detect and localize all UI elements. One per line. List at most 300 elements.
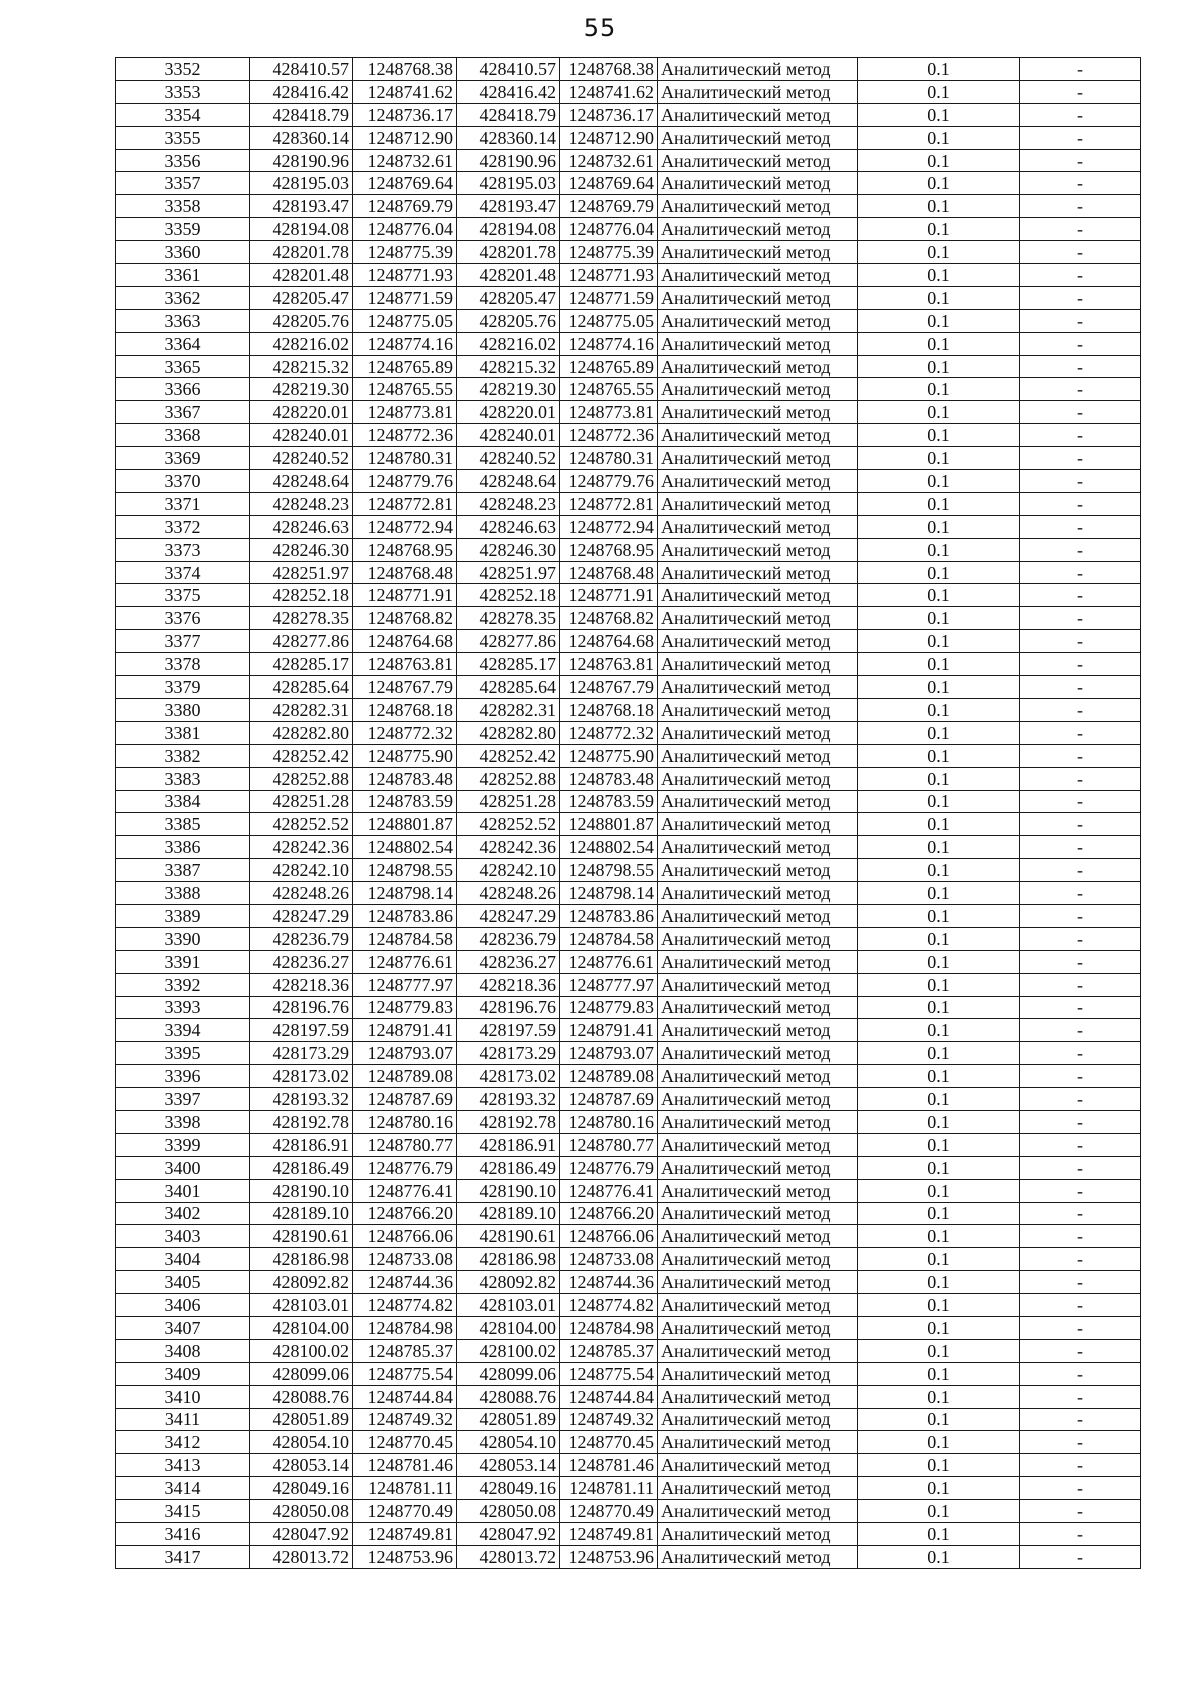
point-number-cell: 3352 <box>116 58 250 81</box>
y-coordinate-cell: 1248767.79 <box>353 676 457 699</box>
dash-cell: - <box>1020 1179 1141 1202</box>
x-coordinate-cell: 428103.01 <box>457 1294 560 1317</box>
x-coordinate-cell: 428285.17 <box>250 653 353 676</box>
dash-cell: - <box>1020 1477 1141 1500</box>
page-number: 55 <box>583 14 617 42</box>
dash-cell: - <box>1020 561 1141 584</box>
x-coordinate-cell: 428047.92 <box>457 1523 560 1546</box>
table-row <box>116 950 1141 973</box>
table-row <box>116 836 1141 859</box>
dash-cell: - <box>1020 584 1141 607</box>
dash-cell: - <box>1020 1088 1141 1111</box>
accuracy-cell: 0.1 <box>858 447 1020 470</box>
y-coordinate-cell: 1248770.45 <box>560 1431 658 1454</box>
y-coordinate-cell: 1248777.97 <box>560 973 658 996</box>
y-coordinate-cell: 1248771.59 <box>353 286 457 309</box>
dash-cell: - <box>1020 1523 1141 1546</box>
x-coordinate-cell: 428416.42 <box>457 80 560 103</box>
dash-cell: - <box>1020 698 1141 721</box>
x-coordinate-cell: 428251.97 <box>250 561 353 584</box>
y-coordinate-cell: 1248768.95 <box>353 538 457 561</box>
x-coordinate-cell: 428050.08 <box>250 1500 353 1523</box>
y-coordinate-cell: 1248773.81 <box>560 401 658 424</box>
method-cell: Аналитический метод <box>658 950 858 973</box>
method-cell: Аналитический метод <box>658 973 858 996</box>
y-coordinate-cell: 1248736.17 <box>353 103 457 126</box>
point-number-cell: 3379 <box>116 676 250 699</box>
x-coordinate-cell: 428285.64 <box>457 676 560 699</box>
y-coordinate-cell: 1248764.68 <box>560 630 658 653</box>
x-coordinate-cell: 428173.02 <box>457 1065 560 1088</box>
dash-cell: - <box>1020 172 1141 195</box>
x-coordinate-cell: 428248.26 <box>250 882 353 905</box>
y-coordinate-cell: 1248775.54 <box>353 1362 457 1385</box>
point-number-cell: 3374 <box>116 561 250 584</box>
point-number-cell: 3397 <box>116 1088 250 1111</box>
accuracy-cell: 0.1 <box>858 653 1020 676</box>
method-cell: Аналитический метод <box>658 286 858 309</box>
table-row <box>116 401 1141 424</box>
table-row <box>116 607 1141 630</box>
dash-cell: - <box>1020 859 1141 882</box>
point-number-cell: 3375 <box>116 584 250 607</box>
table-row <box>116 1248 1141 1271</box>
x-coordinate-cell: 428242.36 <box>457 836 560 859</box>
dash-cell: - <box>1020 1362 1141 1385</box>
accuracy-cell: 0.1 <box>858 1065 1020 1088</box>
method-cell: Аналитический метод <box>658 80 858 103</box>
y-coordinate-cell: 1248789.08 <box>353 1065 457 1088</box>
table-row <box>116 882 1141 905</box>
point-number-cell: 3400 <box>116 1156 250 1179</box>
point-number-cell: 3410 <box>116 1385 250 1408</box>
method-cell: Аналитический метод <box>658 1202 858 1225</box>
dash-cell: - <box>1020 1316 1141 1339</box>
x-coordinate-cell: 428100.02 <box>250 1339 353 1362</box>
method-cell: Аналитический метод <box>658 149 858 172</box>
point-number-cell: 3382 <box>116 744 250 767</box>
y-coordinate-cell: 1248802.54 <box>353 836 457 859</box>
x-coordinate-cell: 428218.36 <box>250 973 353 996</box>
x-coordinate-cell: 428236.27 <box>457 950 560 973</box>
accuracy-cell: 0.1 <box>858 996 1020 1019</box>
point-number-cell: 3370 <box>116 470 250 493</box>
point-number-cell: 3386 <box>116 836 250 859</box>
x-coordinate-cell: 428246.30 <box>457 538 560 561</box>
x-coordinate-cell: 428360.14 <box>457 126 560 149</box>
y-coordinate-cell: 1248798.14 <box>353 882 457 905</box>
y-coordinate-cell: 1248766.20 <box>560 1202 658 1225</box>
point-number-cell: 3390 <box>116 927 250 950</box>
accuracy-cell: 0.1 <box>858 470 1020 493</box>
dash-cell: - <box>1020 1431 1141 1454</box>
method-cell: Аналитический метод <box>658 1362 858 1385</box>
y-coordinate-cell: 1248798.55 <box>560 859 658 882</box>
y-coordinate-cell: 1248744.36 <box>560 1271 658 1294</box>
x-coordinate-cell: 428186.98 <box>457 1248 560 1271</box>
point-number-cell: 3404 <box>116 1248 250 1271</box>
method-cell: Аналитический метод <box>658 447 858 470</box>
accuracy-cell: 0.1 <box>858 172 1020 195</box>
table-row <box>116 1042 1141 1065</box>
accuracy-cell: 0.1 <box>858 607 1020 630</box>
x-coordinate-cell: 428201.78 <box>250 241 353 264</box>
x-coordinate-cell: 428103.01 <box>250 1294 353 1317</box>
point-number-cell: 3368 <box>116 424 250 447</box>
y-coordinate-cell: 1248768.48 <box>353 561 457 584</box>
x-coordinate-cell: 428196.76 <box>457 996 560 1019</box>
y-coordinate-cell: 1248781.11 <box>353 1477 457 1500</box>
x-coordinate-cell: 428051.89 <box>250 1408 353 1431</box>
method-cell: Аналитический метод <box>658 721 858 744</box>
point-number-cell: 3407 <box>116 1316 250 1339</box>
dash-cell: - <box>1020 721 1141 744</box>
dash-cell: - <box>1020 355 1141 378</box>
point-number-cell: 3353 <box>116 80 250 103</box>
table-row <box>116 1179 1141 1202</box>
x-coordinate-cell: 428196.76 <box>250 996 353 1019</box>
dash-cell: - <box>1020 1408 1141 1431</box>
table-row <box>116 1431 1141 1454</box>
y-coordinate-cell: 1248783.48 <box>353 767 457 790</box>
x-coordinate-cell: 428013.72 <box>250 1545 353 1568</box>
accuracy-cell: 0.1 <box>858 1271 1020 1294</box>
y-coordinate-cell: 1248802.54 <box>560 836 658 859</box>
y-coordinate-cell: 1248766.20 <box>353 1202 457 1225</box>
dash-cell: - <box>1020 424 1141 447</box>
x-coordinate-cell: 428186.91 <box>457 1133 560 1156</box>
y-coordinate-cell: 1248768.48 <box>560 561 658 584</box>
x-coordinate-cell: 428173.02 <box>250 1065 353 1088</box>
point-number-cell: 3360 <box>116 241 250 264</box>
x-coordinate-cell: 428205.76 <box>250 309 353 332</box>
point-number-cell: 3413 <box>116 1454 250 1477</box>
y-coordinate-cell: 1248766.06 <box>560 1225 658 1248</box>
dash-cell: - <box>1020 378 1141 401</box>
point-number-cell: 3405 <box>116 1271 250 1294</box>
accuracy-cell: 0.1 <box>858 1042 1020 1065</box>
accuracy-cell: 0.1 <box>858 1088 1020 1111</box>
table-row <box>116 744 1141 767</box>
point-number-cell: 3357 <box>116 172 250 195</box>
method-cell: Аналитический метод <box>658 744 858 767</box>
accuracy-cell: 0.1 <box>858 149 1020 172</box>
x-coordinate-cell: 428186.49 <box>457 1156 560 1179</box>
x-coordinate-cell: 428050.08 <box>457 1500 560 1523</box>
x-coordinate-cell: 428190.61 <box>457 1225 560 1248</box>
y-coordinate-cell: 1248784.58 <box>560 927 658 950</box>
x-coordinate-cell: 428053.14 <box>250 1454 353 1477</box>
dash-cell: - <box>1020 1065 1141 1088</box>
y-coordinate-cell: 1248769.79 <box>353 195 457 218</box>
accuracy-cell: 0.1 <box>858 1477 1020 1500</box>
point-number-cell: 3384 <box>116 790 250 813</box>
x-coordinate-cell: 428251.28 <box>250 790 353 813</box>
x-coordinate-cell: 428247.29 <box>457 904 560 927</box>
x-coordinate-cell: 428013.72 <box>457 1545 560 1568</box>
accuracy-cell: 0.1 <box>858 927 1020 950</box>
y-coordinate-cell: 1248775.39 <box>560 241 658 264</box>
accuracy-cell: 0.1 <box>858 1339 1020 1362</box>
table-row <box>116 698 1141 721</box>
x-coordinate-cell: 428252.88 <box>250 767 353 790</box>
y-coordinate-cell: 1248801.87 <box>353 813 457 836</box>
point-number-cell: 3416 <box>116 1523 250 1546</box>
x-coordinate-cell: 428201.78 <box>457 241 560 264</box>
y-coordinate-cell: 1248749.32 <box>560 1408 658 1431</box>
y-coordinate-cell: 1248768.95 <box>560 538 658 561</box>
point-number-cell: 3387 <box>116 859 250 882</box>
table-row <box>116 378 1141 401</box>
y-coordinate-cell: 1248773.81 <box>353 401 457 424</box>
point-number-cell: 3403 <box>116 1225 250 1248</box>
y-coordinate-cell: 1248765.89 <box>560 355 658 378</box>
method-cell: Аналитический метод <box>658 1133 858 1156</box>
y-coordinate-cell: 1248733.08 <box>560 1248 658 1271</box>
y-coordinate-cell: 1248772.36 <box>353 424 457 447</box>
point-number-cell: 3391 <box>116 950 250 973</box>
table-row <box>116 1477 1141 1500</box>
x-coordinate-cell: 428049.16 <box>457 1477 560 1500</box>
method-cell: Аналитический метод <box>658 241 858 264</box>
y-coordinate-cell: 1248798.14 <box>560 882 658 905</box>
x-coordinate-cell: 428282.31 <box>250 698 353 721</box>
x-coordinate-cell: 428205.76 <box>457 309 560 332</box>
dash-cell: - <box>1020 492 1141 515</box>
point-number-cell: 3358 <box>116 195 250 218</box>
method-cell: Аналитический метод <box>658 126 858 149</box>
table-row <box>116 470 1141 493</box>
dash-cell: - <box>1020 744 1141 767</box>
y-coordinate-cell: 1248770.49 <box>560 1500 658 1523</box>
x-coordinate-cell: 428246.63 <box>457 515 560 538</box>
y-coordinate-cell: 1248768.82 <box>353 607 457 630</box>
dash-cell: - <box>1020 1271 1141 1294</box>
dash-cell: - <box>1020 332 1141 355</box>
x-coordinate-cell: 428192.78 <box>250 1110 353 1133</box>
table-row <box>116 676 1141 699</box>
x-coordinate-cell: 428215.32 <box>250 355 353 378</box>
table-row <box>116 1339 1141 1362</box>
method-cell: Аналитический метод <box>658 264 858 287</box>
method-cell: Аналитический метод <box>658 355 858 378</box>
point-number-cell: 3414 <box>116 1477 250 1500</box>
x-coordinate-cell: 428247.29 <box>250 904 353 927</box>
dash-cell: - <box>1020 309 1141 332</box>
table-row <box>116 1294 1141 1317</box>
dash-cell: - <box>1020 80 1141 103</box>
dash-cell: - <box>1020 538 1141 561</box>
accuracy-cell: 0.1 <box>858 630 1020 653</box>
accuracy-cell: 0.1 <box>858 813 1020 836</box>
accuracy-cell: 0.1 <box>858 1225 1020 1248</box>
x-coordinate-cell: 428360.14 <box>250 126 353 149</box>
dash-cell: - <box>1020 1019 1141 1042</box>
x-coordinate-cell: 428251.97 <box>457 561 560 584</box>
x-coordinate-cell: 428282.80 <box>250 721 353 744</box>
y-coordinate-cell: 1248791.41 <box>353 1019 457 1042</box>
table-row <box>116 264 1141 287</box>
point-number-cell: 3409 <box>116 1362 250 1385</box>
dash-cell: - <box>1020 1339 1141 1362</box>
accuracy-cell: 0.1 <box>858 492 1020 515</box>
y-coordinate-cell: 1248785.37 <box>560 1339 658 1362</box>
table-row <box>116 1454 1141 1477</box>
x-coordinate-cell: 428216.02 <box>457 332 560 355</box>
table-row <box>116 424 1141 447</box>
y-coordinate-cell: 1248787.69 <box>560 1088 658 1111</box>
x-coordinate-cell: 428248.64 <box>250 470 353 493</box>
point-number-cell: 3364 <box>116 332 250 355</box>
y-coordinate-cell: 1248783.59 <box>353 790 457 813</box>
accuracy-cell: 0.1 <box>858 378 1020 401</box>
point-number-cell: 3383 <box>116 767 250 790</box>
table-row <box>116 1225 1141 1248</box>
point-number-cell: 3394 <box>116 1019 250 1042</box>
y-coordinate-cell: 1248768.38 <box>353 58 457 81</box>
point-number-cell: 3376 <box>116 607 250 630</box>
x-coordinate-cell: 428054.10 <box>250 1431 353 1454</box>
x-coordinate-cell: 428277.86 <box>457 630 560 653</box>
point-number-cell: 3408 <box>116 1339 250 1362</box>
accuracy-cell: 0.1 <box>858 103 1020 126</box>
y-coordinate-cell: 1248781.11 <box>560 1477 658 1500</box>
y-coordinate-cell: 1248766.06 <box>353 1225 457 1248</box>
x-coordinate-cell: 428193.47 <box>457 195 560 218</box>
dash-cell: - <box>1020 126 1141 149</box>
point-number-cell: 3362 <box>116 286 250 309</box>
table-row <box>116 195 1141 218</box>
x-coordinate-cell: 428236.79 <box>457 927 560 950</box>
table-row <box>116 653 1141 676</box>
x-coordinate-cell: 428194.08 <box>457 218 560 241</box>
method-cell: Аналитический метод <box>658 58 858 81</box>
method-cell: Аналитический метод <box>658 904 858 927</box>
dash-cell: - <box>1020 1545 1141 1568</box>
dash-cell: - <box>1020 1500 1141 1523</box>
y-coordinate-cell: 1248772.81 <box>560 492 658 515</box>
dash-cell: - <box>1020 1133 1141 1156</box>
y-coordinate-cell: 1248798.55 <box>353 859 457 882</box>
table-row <box>116 904 1141 927</box>
y-coordinate-cell: 1248784.98 <box>353 1316 457 1339</box>
y-coordinate-cell: 1248712.90 <box>353 126 457 149</box>
dash-cell: - <box>1020 973 1141 996</box>
table-row <box>116 1316 1141 1339</box>
method-cell: Аналитический метод <box>658 836 858 859</box>
point-number-cell: 3401 <box>116 1179 250 1202</box>
x-coordinate-cell: 428219.30 <box>250 378 353 401</box>
accuracy-cell: 0.1 <box>858 1316 1020 1339</box>
x-coordinate-cell: 428186.91 <box>250 1133 353 1156</box>
point-number-cell: 3412 <box>116 1431 250 1454</box>
accuracy-cell: 0.1 <box>858 1362 1020 1385</box>
method-cell: Аналитический метод <box>658 218 858 241</box>
accuracy-cell: 0.1 <box>858 1454 1020 1477</box>
table-row <box>116 172 1141 195</box>
y-coordinate-cell: 1248733.08 <box>353 1248 457 1271</box>
x-coordinate-cell: 428197.59 <box>457 1019 560 1042</box>
point-number-cell: 3369 <box>116 447 250 470</box>
table-row <box>116 538 1141 561</box>
dash-cell: - <box>1020 904 1141 927</box>
dash-cell: - <box>1020 1110 1141 1133</box>
dash-cell: - <box>1020 241 1141 264</box>
x-coordinate-cell: 428220.01 <box>250 401 353 424</box>
y-coordinate-cell: 1248780.31 <box>353 447 457 470</box>
table-row <box>116 1385 1141 1408</box>
method-cell: Аналитический метод <box>658 561 858 584</box>
table-row <box>116 355 1141 378</box>
y-coordinate-cell: 1248772.94 <box>560 515 658 538</box>
y-coordinate-cell: 1248775.39 <box>353 241 457 264</box>
table-row <box>116 561 1141 584</box>
table-row <box>116 126 1141 149</box>
point-number-cell: 3366 <box>116 378 250 401</box>
y-coordinate-cell: 1248749.32 <box>353 1408 457 1431</box>
table-row <box>116 332 1141 355</box>
table-row <box>116 1088 1141 1111</box>
y-coordinate-cell: 1248772.94 <box>353 515 457 538</box>
x-coordinate-cell: 428190.61 <box>250 1225 353 1248</box>
method-cell: Аналитический метод <box>658 927 858 950</box>
y-coordinate-cell: 1248771.91 <box>353 584 457 607</box>
point-number-cell: 3389 <box>116 904 250 927</box>
method-cell: Аналитический метод <box>658 401 858 424</box>
method-cell: Аналитический метод <box>658 607 858 630</box>
method-cell: Аналитический метод <box>658 1065 858 1088</box>
accuracy-cell: 0.1 <box>858 790 1020 813</box>
y-coordinate-cell: 1248779.83 <box>353 996 457 1019</box>
y-coordinate-cell: 1248772.36 <box>560 424 658 447</box>
point-number-cell: 3355 <box>116 126 250 149</box>
x-coordinate-cell: 428190.10 <box>250 1179 353 1202</box>
y-coordinate-cell: 1248744.36 <box>353 1271 457 1294</box>
x-coordinate-cell: 428194.08 <box>250 218 353 241</box>
method-cell: Аналитический метод <box>658 1179 858 1202</box>
table-row <box>116 149 1141 172</box>
accuracy-cell: 0.1 <box>858 950 1020 973</box>
table-row <box>116 58 1141 81</box>
point-number-cell: 3361 <box>116 264 250 287</box>
accuracy-cell: 0.1 <box>858 584 1020 607</box>
dash-cell: - <box>1020 218 1141 241</box>
table-row <box>116 584 1141 607</box>
x-coordinate-cell: 428190.96 <box>250 149 353 172</box>
table-row <box>116 103 1141 126</box>
accuracy-cell: 0.1 <box>858 1408 1020 1431</box>
method-cell: Аналитический метод <box>658 1316 858 1339</box>
accuracy-cell: 0.1 <box>858 882 1020 905</box>
x-coordinate-cell: 428186.98 <box>250 1248 353 1271</box>
y-coordinate-cell: 1248712.90 <box>560 126 658 149</box>
dash-cell: - <box>1020 813 1141 836</box>
accuracy-cell: 0.1 <box>858 561 1020 584</box>
y-coordinate-cell: 1248784.98 <box>560 1316 658 1339</box>
table-row <box>116 996 1141 1019</box>
point-number-cell: 3398 <box>116 1110 250 1133</box>
table-row <box>116 1545 1141 1568</box>
accuracy-cell: 0.1 <box>858 355 1020 378</box>
accuracy-cell: 0.1 <box>858 1431 1020 1454</box>
y-coordinate-cell: 1248776.04 <box>353 218 457 241</box>
x-coordinate-cell: 428189.10 <box>250 1202 353 1225</box>
accuracy-cell: 0.1 <box>858 218 1020 241</box>
x-coordinate-cell: 428282.31 <box>457 698 560 721</box>
method-cell: Аналитический метод <box>658 767 858 790</box>
point-number-cell: 3411 <box>116 1408 250 1431</box>
method-cell: Аналитический метод <box>658 790 858 813</box>
